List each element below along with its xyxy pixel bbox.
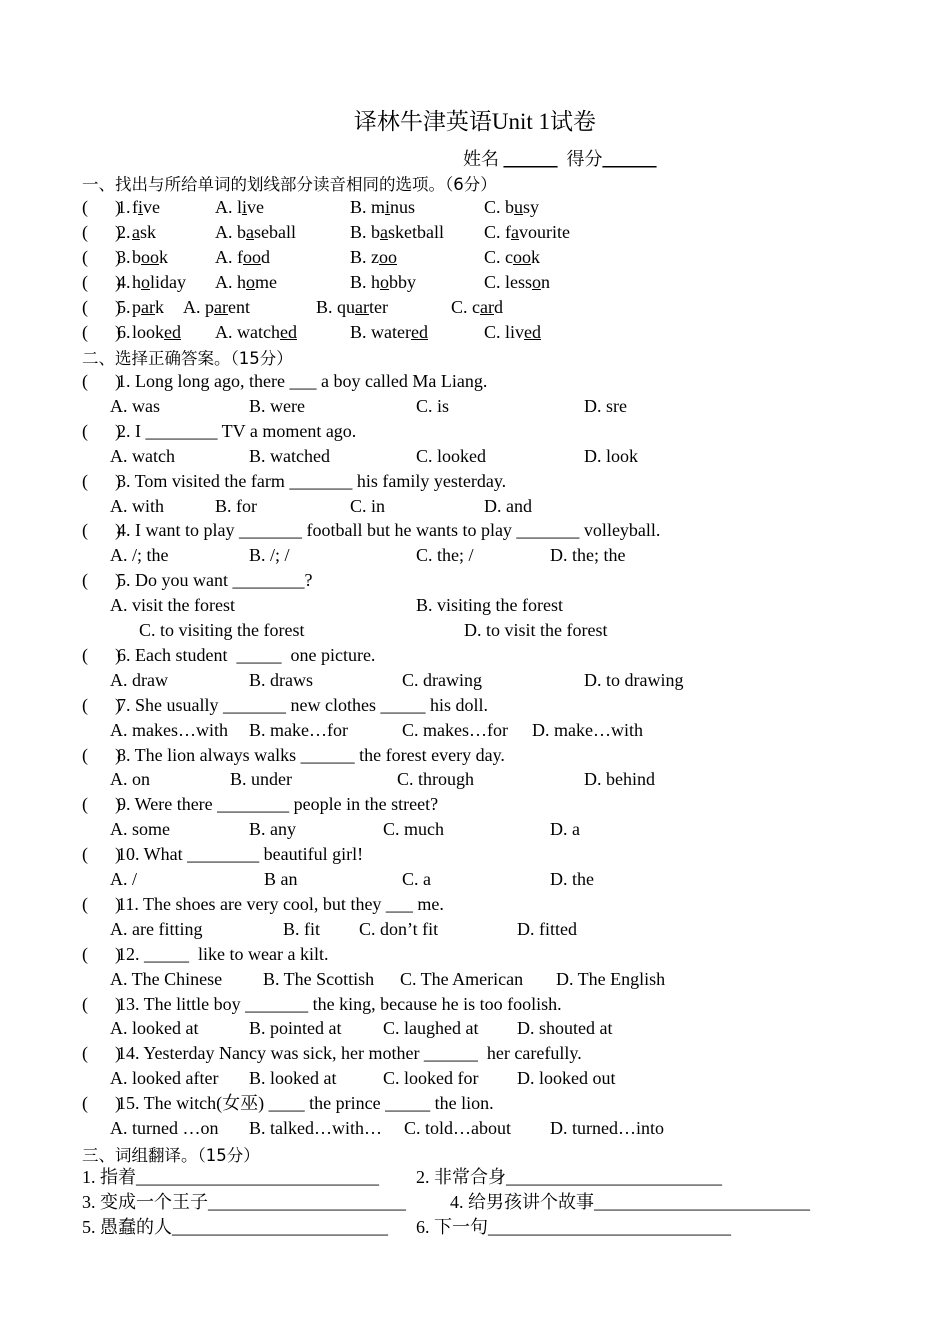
word-part: B. water	[350, 321, 411, 342]
option-b: B. draws	[249, 669, 313, 690]
word-part: B. z	[350, 246, 379, 267]
name-blank: ______	[503, 149, 558, 169]
question-text: 2. I ________ TV a moment ago.	[117, 420, 357, 441]
option-d: D. the	[550, 869, 594, 889]
word-part: A. f	[215, 246, 243, 267]
question-text: 15. The witch(女巫) ____ the prince _____ the lion.	[117, 1093, 494, 1114]
score-blank: ______	[602, 149, 657, 169]
option-b	[350, 321, 428, 343]
translation-blank: ______________________	[208, 1192, 406, 1212]
question-text: 14. Yesterday Nancy was sick, her mother ______ her carefully.	[117, 1043, 582, 1064]
option-b: B an	[264, 869, 298, 889]
word-part: A. p	[183, 296, 214, 317]
page-title: 译林牛津英语Unit 1试卷	[353, 109, 597, 134]
option-c: C. laughed at	[383, 1018, 479, 1039]
option-b: B. visiting the forest	[416, 595, 563, 616]
option-c	[484, 246, 540, 268]
option-b: B. pointed at	[249, 1018, 342, 1039]
option-a: A. draw	[110, 669, 168, 690]
word-part: A. h	[215, 271, 246, 292]
word-part: C. liv	[484, 321, 525, 342]
option-a: A. watch	[110, 445, 175, 466]
name-score-bar	[463, 145, 657, 171]
answer-blank: ( )	[82, 943, 121, 964]
option-c	[484, 321, 541, 343]
item-number: 5.	[117, 296, 131, 317]
given-word	[132, 246, 168, 268]
underlined-part: ed	[164, 321, 182, 342]
item-number: 3.	[117, 246, 131, 267]
word-part: b	[132, 246, 141, 267]
word-part: n	[541, 271, 551, 292]
word-part: C. b	[484, 197, 515, 217]
section-1-heading: 一、找出与所给单词的划线部分读音相同的选项。（6分）	[82, 175, 497, 194]
option-c: C. drawing	[402, 669, 482, 690]
question-text: 4. I want to play _______ football but he wants to play _______ volleyball.	[117, 520, 661, 541]
answer-blank: ( )	[82, 221, 121, 242]
underlined-part: a	[246, 221, 254, 242]
translation-item	[82, 1216, 388, 1238]
word-part: C. f	[484, 221, 511, 242]
option-d: D. behind	[584, 769, 655, 790]
underlined-part: o	[246, 271, 255, 292]
word-part: ve	[247, 197, 265, 217]
option-c: C. a	[402, 869, 431, 889]
name-label: 姓名	[463, 149, 499, 169]
underlined-part: oo	[513, 246, 531, 267]
word-part: d	[261, 246, 270, 267]
answer-blank: ( )	[82, 644, 121, 665]
option-b	[350, 246, 397, 268]
translation-blank: ___________________________	[136, 1167, 379, 1187]
given-word	[132, 221, 156, 243]
option-d: D. to drawing	[584, 669, 684, 690]
answer-blank: ( )	[82, 321, 121, 342]
option-c: C. The American	[400, 968, 524, 989]
option-a: A. makes…with	[110, 719, 228, 740]
question-text: 11. The shoes are very cool, but they ___ me.	[117, 893, 444, 914]
option-b: B. for	[215, 495, 257, 516]
option-b: B. watched	[249, 445, 330, 466]
underlined-part: i	[138, 197, 144, 217]
option-d: D. a	[550, 819, 580, 840]
option-d: D. fitted	[517, 918, 577, 939]
answer-blank: ( )	[82, 470, 121, 491]
underlined-part: ed	[279, 321, 297, 342]
word-part: A. l	[215, 197, 242, 217]
question-text: 10. What ________ beautiful girl!	[117, 844, 364, 865]
option-a: A. with	[110, 495, 164, 516]
translation-item	[82, 1191, 406, 1213]
translation-prompt: 4. 给男孩讲个故事	[450, 1192, 594, 1212]
option-b: B. were	[249, 395, 305, 416]
translation-prompt: 1. 指着	[82, 1167, 136, 1187]
option-d: D. make…with	[532, 719, 643, 740]
question-text: 13. The little boy _______ the king, because he is too foolish.	[117, 993, 562, 1014]
word-part: B. b	[350, 221, 381, 242]
option-d: D. to visit the forest	[464, 620, 608, 640]
item-number: 6.	[117, 321, 131, 342]
question-text: 5. Do you want ________?	[117, 570, 313, 591]
word-part: k	[154, 296, 164, 317]
given-word	[132, 271, 186, 293]
answer-blank: ( )	[82, 794, 121, 815]
option-c	[484, 196, 539, 218]
answer-blank: ( )	[82, 246, 121, 267]
word-part: C. less	[484, 271, 533, 292]
item-number: 4.	[117, 271, 131, 292]
option-a	[215, 321, 297, 343]
translation-blank: ________________________	[172, 1217, 388, 1237]
word-part: f	[132, 197, 138, 217]
word-part: seball	[254, 221, 296, 242]
translation-item	[416, 1216, 731, 1238]
word-part: ve	[143, 197, 161, 217]
option-c: C. is	[416, 395, 450, 416]
option-b	[350, 271, 416, 293]
underlined-part: o	[380, 271, 390, 292]
option-c	[451, 296, 503, 318]
underlined-part: ar	[480, 296, 494, 317]
word-part: k	[531, 246, 540, 267]
option-d: D. looked out	[517, 1068, 616, 1089]
word-part: liday	[150, 271, 186, 292]
word-part: sketball	[388, 221, 445, 242]
answer-blank: ( )	[82, 1043, 121, 1064]
answer-blank: ( )	[82, 197, 121, 217]
option-a: A. turned …on	[110, 1118, 219, 1138]
answer-blank: ( )	[82, 296, 121, 317]
option-c: C. in	[350, 495, 386, 516]
underlined-part: i	[385, 197, 391, 217]
option-b: B. any	[249, 819, 296, 840]
word-part: nus	[390, 197, 416, 217]
translation-prompt: 6. 下一句	[416, 1217, 488, 1237]
option-c: C. makes…for	[402, 719, 508, 740]
question-text: 1. Long long ago, there ___ a boy called Ma Liang.	[117, 371, 488, 391]
option-a	[215, 221, 296, 243]
answer-blank: ( )	[82, 694, 121, 715]
word-part: h	[132, 271, 141, 292]
answer-blank: ( )	[82, 420, 121, 441]
question-text: 7. She usually _______ new clothes _____ his doll.	[117, 694, 488, 715]
underlined-part: oo	[243, 246, 261, 267]
option-c: C. the; /	[416, 545, 474, 566]
answer-blank: ( )	[82, 993, 121, 1014]
underlined-part: oo	[141, 246, 159, 267]
underlined-part: a	[132, 221, 140, 242]
word-part: sy	[523, 197, 540, 217]
answer-blank: ( )	[82, 520, 121, 541]
translation-item	[450, 1191, 810, 1213]
option-a	[215, 271, 277, 293]
option-c: C. to visiting the forest	[139, 620, 305, 640]
option-c: C. much	[383, 819, 444, 840]
section-2-heading: 二、选择正确答案。（15分）	[82, 349, 293, 368]
underlined-part: ed	[524, 321, 542, 342]
option-b	[350, 196, 415, 218]
given-word	[132, 296, 164, 318]
word-part: B. m	[350, 197, 386, 217]
underlined-part: i	[242, 197, 248, 217]
word-part: B. h	[350, 271, 381, 292]
word-part: me	[255, 271, 277, 292]
option-a: A. The Chinese	[110, 968, 223, 989]
option-a: A. on	[110, 769, 150, 790]
word-part: C. c	[484, 246, 513, 267]
option-c: C. don’t fit	[359, 918, 439, 939]
underlined-part: a	[511, 221, 519, 242]
option-a: A. /; the	[110, 545, 169, 566]
option-b: B. talked…with…	[249, 1118, 382, 1138]
underlined-part: u	[514, 197, 524, 217]
score-label: 得分	[566, 149, 603, 169]
option-a: A. looked after	[110, 1068, 219, 1089]
option-c	[484, 221, 570, 243]
option-b: B. make…for	[249, 719, 348, 740]
option-a	[215, 196, 264, 218]
translation-item	[416, 1166, 722, 1188]
option-d: D. look	[584, 445, 638, 466]
underlined-part: ar	[355, 296, 369, 317]
underlined-part: ar	[141, 296, 155, 317]
translation-prompt: 2. 非常合身	[416, 1167, 506, 1187]
word-part: B. qu	[316, 296, 356, 317]
word-part: ter	[369, 296, 388, 317]
question-text: 6. Each student _____ one picture.	[117, 644, 376, 665]
option-d: D. shouted at	[517, 1018, 613, 1039]
option-b: B. looked at	[249, 1068, 337, 1089]
word-part: vourite	[519, 221, 570, 242]
word-part: sk	[140, 221, 157, 242]
word-part: bby	[389, 271, 417, 292]
answer-blank: ( )	[82, 371, 121, 391]
option-d: D. and	[484, 495, 532, 516]
option-a	[183, 296, 250, 318]
option-a: A. are fitting	[110, 918, 203, 939]
question-text: 3. Tom visited the farm _______ his family yesterday.	[117, 470, 507, 491]
option-b	[350, 221, 444, 243]
word-part: A. watch	[215, 321, 280, 342]
option-a: A. looked at	[110, 1018, 199, 1039]
item-number: 1.	[117, 197, 131, 217]
word-part: C. c	[451, 296, 480, 317]
option-c: C. told…about	[404, 1118, 511, 1138]
translation-blank: ________________________	[594, 1192, 810, 1212]
answer-blank: ( )	[82, 744, 121, 765]
option-d: D. turned…into	[550, 1118, 664, 1138]
underlined-part: ed	[410, 321, 428, 342]
translation-item	[82, 1166, 379, 1188]
option-b: B. fit	[283, 918, 321, 939]
option-b: B. under	[230, 769, 292, 790]
underlined-part: a	[380, 221, 389, 242]
underlined-part: ar	[214, 296, 228, 317]
answer-blank: ( )	[82, 844, 121, 865]
word-part: ent	[227, 296, 250, 317]
option-c: C. looked	[416, 445, 486, 466]
option-b: B. /; /	[249, 545, 290, 566]
given-word	[132, 321, 181, 343]
underlined-part: oo	[379, 246, 397, 267]
translation-blank: ___________________________	[488, 1217, 731, 1237]
word-part: look	[132, 321, 165, 342]
translation-prompt: 3. 变成一个王子	[82, 1192, 208, 1212]
option-c: C. through	[397, 769, 475, 790]
item-number: 2.	[117, 221, 131, 242]
word-part: d	[493, 296, 503, 317]
option-a	[215, 246, 270, 268]
question-text: 8. The lion always walks ______ the forest every day.	[117, 744, 505, 765]
translation-prompt: 5. 愚蠢的人	[82, 1217, 172, 1237]
word-part: A. b	[215, 221, 246, 242]
answer-blank: ( )	[82, 271, 121, 292]
option-a: A. was	[110, 395, 160, 416]
underlined-part: o	[141, 271, 150, 292]
option-d: D. the; the	[550, 545, 626, 566]
question-text: 12. _____ like to wear a kilt.	[117, 943, 329, 964]
option-c: C. looked for	[383, 1068, 479, 1089]
option-d: D. sre	[584, 395, 627, 416]
answer-blank: ( )	[82, 570, 121, 591]
answer-blank: ( )	[82, 1093, 121, 1114]
word-part: p	[132, 296, 141, 317]
underlined-part: o	[532, 271, 542, 292]
option-b: B. The Scottish	[263, 968, 375, 989]
answer-blank: ( )	[82, 893, 121, 914]
option-d: D. The English	[556, 968, 666, 989]
translation-blank: ________________________	[506, 1167, 722, 1187]
option-a: A. /	[110, 869, 137, 889]
option-b	[316, 296, 388, 318]
section-3-heading: 三、词组翻译。（15分）	[82, 1146, 260, 1165]
option-a: A. visit the forest	[110, 595, 235, 616]
option-c	[484, 271, 550, 293]
word-part: k	[159, 246, 168, 267]
option-a: A. some	[110, 819, 170, 840]
question-text: 9. Were there ________ people in the street?	[117, 794, 439, 815]
given-word	[132, 196, 160, 218]
